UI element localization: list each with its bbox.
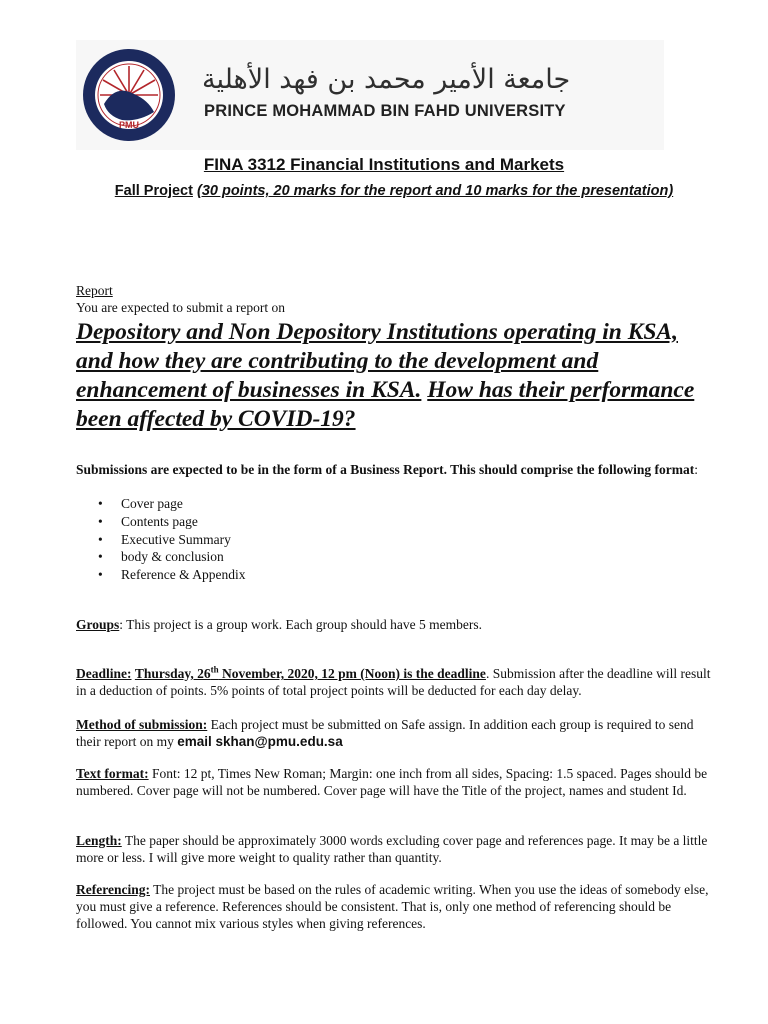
referencing-label: Referencing:	[76, 882, 150, 897]
deadline-label: Deadline:	[76, 666, 132, 681]
method-paragraph	[76, 716, 716, 750]
length-text: The paper should be approximately 3000 words excluding cover page and references page. It may be a little more or less. I will give more weight to quality rather than quantity.	[76, 833, 708, 865]
method-label: Method of submission:	[76, 717, 208, 732]
project-subtitle	[100, 181, 688, 202]
text-format-text: Font: 12 pt, Times New Roman; Margin: one inch from all sides, Spacing: 1.5 spaced. Pages should be numbered. Cover page will not be numbered. Cover page will have the Title of the project, names and student Id.	[76, 766, 708, 798]
list-item: • Executive Summary	[98, 531, 245, 549]
instructor-email: email skhan@pmu.edu.sa	[177, 734, 343, 749]
method-text: Each project must be submitted on Safe assign. In addition each group is required to send their report on my	[76, 717, 694, 749]
length-paragraph	[76, 832, 716, 866]
deadline-date-suffix: November, 2020, 12 pm (Noon) is the deadline	[218, 666, 486, 681]
list-item: • Contents page	[98, 513, 245, 531]
topic-part-2: How has their performance been affected by COVID-19?	[76, 377, 695, 432]
university-name-english: PRINCE MOHAMMAD BIN FAHD UNIVERSITY	[204, 102, 566, 120]
course-title: FINA 3312 Financial Institutions and Markets	[203, 155, 565, 174]
university-name-arabic: جامعة الأمير محمد بن فهد الأهلية	[202, 64, 571, 95]
list-item: • Reference & Appendix	[98, 566, 245, 584]
groups-label: Groups	[76, 617, 120, 632]
submission-heading	[76, 461, 716, 478]
deadline-date-sup: th	[210, 664, 219, 675]
text-format-paragraph	[76, 765, 716, 799]
list-item: • body & conclusion	[98, 548, 245, 566]
deadline-date-prefix: Thursday, 26	[134, 666, 211, 681]
topic-part-1: Depository and Non Depository Institutions operating in KSA, and how they are contributing to the development and enhancement of businesses in KSA.	[76, 319, 678, 403]
groups-paragraph	[76, 616, 716, 633]
deadline-date	[135, 666, 486, 681]
groups-text: : This project is a group work. Each group should have 5 members.	[119, 617, 482, 632]
submission-heading-text: Submissions are expected to be in the form of a Business Report. This should comprise the following format	[76, 462, 695, 477]
text-format-label: Text format:	[76, 766, 149, 781]
format-list	[98, 495, 245, 584]
deadline-text: . Submission after the deadline will result in a deduction of points. 5% points of total project points will be deducted for each day delay.	[76, 666, 711, 698]
seal-text: PMU	[119, 120, 139, 130]
length-label: Length:	[76, 833, 122, 848]
project-label: Fall Project	[114, 183, 193, 199]
university-header	[76, 40, 664, 150]
report-topic	[76, 318, 716, 434]
referencing-paragraph	[76, 881, 716, 932]
university-seal-icon	[82, 48, 176, 142]
deadline-paragraph	[76, 665, 716, 699]
report-label: Report	[76, 283, 113, 298]
project-detail: (30 points, 20 marks for the report and 10 marks for the presentation)	[196, 183, 674, 199]
submission-heading-suffix: :	[694, 462, 699, 477]
report-intro: You are expected to submit a report on	[76, 300, 285, 315]
list-item: • Cover page	[98, 495, 245, 513]
referencing-text: The project must be based on the rules of academic writing. When you use the ideas of somebody else, you must give a reference. References should be consistent. That is, only one method of referencing should be followed. You cannot mix various styles when giving references.	[76, 882, 709, 931]
